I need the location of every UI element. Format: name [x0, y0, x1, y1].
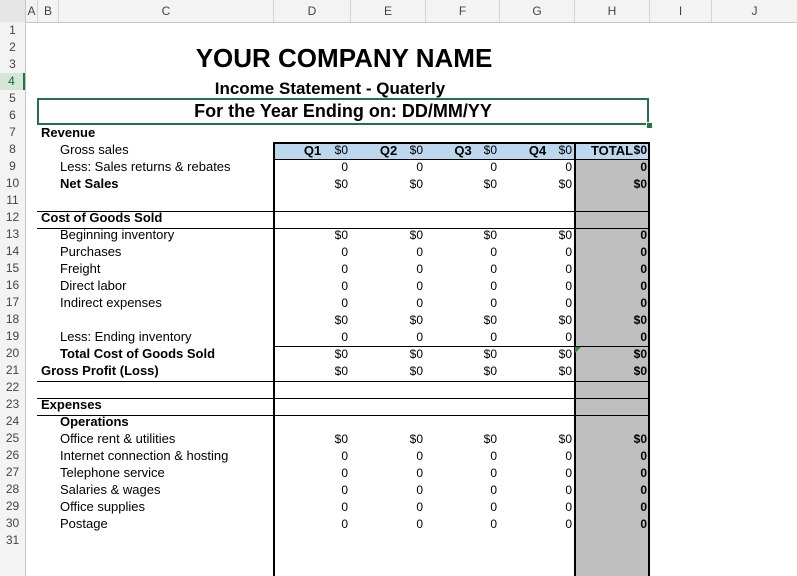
column-header-g[interactable]: G — [500, 0, 575, 22]
column-header-h[interactable]: H — [575, 0, 650, 22]
row-header-5[interactable]: 5 — [9, 91, 16, 105]
value-total: 0 — [640, 449, 647, 463]
line-label: Net Sales — [60, 176, 119, 191]
value-q1: 0 — [341, 245, 348, 259]
value-total: 0 — [640, 500, 647, 514]
line-label: Operations — [60, 414, 129, 429]
line-label: Purchases — [60, 244, 122, 259]
line-label: Less: Ending inventory — [60, 329, 192, 344]
line-label: Office supplies — [60, 499, 146, 514]
value-q1: 0 — [341, 330, 348, 344]
column-header-d[interactable]: D — [274, 0, 351, 22]
value-total: $0 — [633, 177, 647, 191]
quarter-q2: Q2 — [379, 143, 398, 158]
row-header-11[interactable]: 11 — [6, 193, 19, 207]
row-header-14[interactable]: 14 — [5, 244, 20, 258]
row-header-3[interactable]: 3 — [9, 57, 16, 71]
value-q1: 0 — [341, 483, 348, 497]
row-header-2[interactable]: 2 — [9, 40, 16, 54]
value-q2: $0 — [409, 347, 423, 361]
fill-handle[interactable] — [646, 122, 653, 129]
value-q4: $0 — [558, 313, 572, 327]
value-total: $0 — [633, 432, 647, 446]
row-header-10[interactable]: 10 — [5, 176, 20, 190]
quarter-q4: Q4 — [528, 143, 547, 158]
value-q2: $0 — [409, 143, 423, 157]
value-total: 0 — [640, 228, 647, 242]
row-header-15[interactable]: 15 — [5, 261, 20, 275]
value-q2: 0 — [416, 296, 423, 310]
row-header-21[interactable]: 21 — [5, 363, 20, 377]
value-q1: 0 — [341, 262, 348, 276]
value-q1: $0 — [334, 313, 348, 327]
value-q4: $0 — [558, 432, 572, 446]
line-label: Postage — [60, 516, 108, 531]
row-header-29[interactable]: 29 — [5, 499, 20, 513]
row-header-6[interactable]: 6 — [9, 108, 16, 122]
value-total: 0 — [640, 245, 647, 259]
row-header-8[interactable]: 8 — [9, 142, 16, 156]
value-total: 0 — [640, 279, 647, 293]
row-header-27[interactable]: 27 — [5, 465, 20, 479]
column-header-b[interactable]: B — [38, 0, 59, 22]
error-indicator-icon — [575, 347, 581, 353]
statement-title: Income Statement - Quaterly — [214, 79, 446, 98]
value-q4: 0 — [565, 160, 572, 174]
line-label: Internet connection & hosting — [60, 448, 229, 463]
value-total: $0 — [633, 143, 647, 157]
row-header-24[interactable]: 24 — [5, 414, 20, 428]
border-gross-profit-top — [37, 398, 649, 399]
value-q3: $0 — [483, 432, 497, 446]
value-q3: $0 — [483, 177, 497, 191]
value-q4: 0 — [565, 449, 572, 463]
value-total: $0 — [633, 364, 647, 378]
line-label: Office rent & utilities — [60, 431, 176, 446]
value-q4: 0 — [565, 483, 572, 497]
value-q2: 0 — [416, 500, 423, 514]
value-q4: 0 — [565, 466, 572, 480]
column-header-c[interactable]: C — [59, 0, 274, 22]
value-q4: $0 — [558, 228, 572, 242]
value-q3: 0 — [490, 330, 497, 344]
row-header-13[interactable]: 13 — [5, 227, 20, 241]
quarter-q1: Q1 — [303, 143, 322, 158]
value-q4: 0 — [565, 296, 572, 310]
value-q3: $0 — [483, 228, 497, 242]
value-q1: 0 — [341, 279, 348, 293]
column-header-e[interactable]: E — [351, 0, 426, 22]
row-header-7[interactable]: 7 — [9, 125, 16, 139]
value-total: 0 — [640, 483, 647, 497]
value-q2: 0 — [416, 330, 423, 344]
border-right-total — [648, 142, 650, 576]
value-q2: 0 — [416, 160, 423, 174]
value-q2: 0 — [416, 449, 423, 463]
border-gross-profit-bottom — [37, 415, 649, 416]
row-header-25[interactable]: 25 — [5, 431, 20, 445]
value-q2: 0 — [416, 262, 423, 276]
value-q2: 0 — [416, 466, 423, 480]
value-total: 0 — [640, 517, 647, 531]
value-q3: 0 — [490, 483, 497, 497]
value-q4: $0 — [558, 347, 572, 361]
value-total: $0 — [633, 313, 647, 327]
column-header-i[interactable]: I — [650, 0, 712, 22]
value-q3: 0 — [490, 279, 497, 293]
line-label: Revenue — [41, 125, 96, 140]
value-q4: 0 — [565, 500, 572, 514]
line-label: Telephone service — [60, 465, 165, 480]
line-label: Salaries & wages — [60, 482, 161, 497]
value-q3: 0 — [490, 160, 497, 174]
row-header-26[interactable]: 26 — [5, 448, 20, 462]
year-ending: For the Year Ending on: DD/MM/YY — [194, 101, 492, 121]
value-q1: 0 — [341, 500, 348, 514]
line-label: Less: Sales returns & rebates — [60, 159, 231, 174]
value-q4: $0 — [558, 364, 572, 378]
value-q1: 0 — [341, 517, 348, 531]
value-total: 0 — [640, 262, 647, 276]
value-q1: $0 — [334, 177, 348, 191]
value-q4: 0 — [565, 330, 572, 344]
border-total-cogs-top — [37, 381, 649, 382]
value-q4: $0 — [558, 143, 572, 157]
line-label: Gross Profit (Loss) — [41, 363, 159, 378]
row-header-31[interactable]: 31 — [5, 533, 20, 547]
value-q1: $0 — [334, 432, 348, 446]
line-label: Beginning inventory — [60, 227, 175, 242]
value-q1: $0 — [334, 364, 348, 378]
value-total: $0 — [633, 347, 647, 361]
column-header-f[interactable]: F — [426, 0, 500, 22]
value-q3: 0 — [490, 517, 497, 531]
line-label: Expenses — [41, 397, 102, 412]
value-q1: 0 — [341, 449, 348, 463]
value-q2: 0 — [416, 517, 423, 531]
value-q2: $0 — [409, 228, 423, 242]
value-q4: 0 — [565, 245, 572, 259]
value-q2: $0 — [409, 432, 423, 446]
value-q4: 0 — [565, 279, 572, 293]
row-header-9[interactable]: 9 — [9, 159, 16, 173]
value-q3: $0 — [483, 364, 497, 378]
row-header-19[interactable]: 19 — [5, 329, 20, 343]
line-label: Cost of Goods Sold — [41, 210, 163, 225]
value-q3: 0 — [490, 500, 497, 514]
value-q3: $0 — [483, 143, 497, 157]
value-q3: 0 — [490, 466, 497, 480]
value-q2: 0 — [416, 279, 423, 293]
selected-cell-border — [37, 98, 649, 125]
column-header-a[interactable]: A — [26, 0, 38, 22]
row-header-17[interactable]: 17 — [5, 295, 20, 309]
value-q1: 0 — [341, 160, 348, 174]
value-q3: 0 — [490, 262, 497, 276]
row-header-20[interactable]: 20 — [5, 346, 20, 360]
value-q2: $0 — [409, 364, 423, 378]
column-header-j[interactable]: J — [751, 4, 758, 18]
value-q2: $0 — [409, 177, 423, 191]
row-header-28[interactable]: 28 — [5, 482, 20, 496]
value-total: 0 — [640, 466, 647, 480]
row-header-4[interactable]: 4 — [0, 73, 25, 90]
value-total: 0 — [640, 160, 647, 174]
line-label: Indirect expenses — [60, 295, 162, 310]
border-left-total — [574, 142, 576, 576]
row-header-30[interactable]: 30 — [5, 516, 20, 530]
value-q1: $0 — [334, 347, 348, 361]
value-q3: 0 — [490, 245, 497, 259]
value-q4: 0 — [565, 262, 572, 276]
company-name: YOUR COMPANY NAME — [195, 43, 493, 73]
value-q4: 0 — [565, 517, 572, 531]
value-q3: 0 — [490, 449, 497, 463]
border-left-values — [273, 142, 275, 576]
value-total: 0 — [640, 296, 647, 310]
value-q2: $0 — [409, 313, 423, 327]
line-label: Freight — [60, 261, 101, 276]
value-total: 0 — [640, 330, 647, 344]
row-header-12[interactable]: 12 — [5, 210, 20, 224]
row-header-1[interactable]: 1 — [9, 23, 16, 37]
row-header-23[interactable]: 23 — [5, 397, 20, 411]
value-q2: 0 — [416, 245, 423, 259]
row-header-18[interactable]: 18 — [5, 312, 20, 326]
line-label: Gross sales — [60, 142, 129, 157]
value-q2: 0 — [416, 483, 423, 497]
value-q3: 0 — [490, 296, 497, 310]
total-header: TOTAL — [590, 143, 634, 158]
value-q1: $0 — [334, 143, 348, 157]
line-label: Direct labor — [60, 278, 127, 293]
row-header-22[interactable]: 22 — [5, 380, 20, 394]
value-q4: $0 — [558, 177, 572, 191]
value-q3: $0 — [483, 347, 497, 361]
row-header-16[interactable]: 16 — [5, 278, 20, 292]
quarter-q3: Q3 — [454, 143, 472, 158]
value-q1: $0 — [334, 228, 348, 242]
line-label: Total Cost of Goods Sold — [60, 346, 216, 361]
value-q1: 0 — [341, 466, 348, 480]
value-q1: 0 — [341, 296, 348, 310]
value-q3: $0 — [483, 313, 497, 327]
